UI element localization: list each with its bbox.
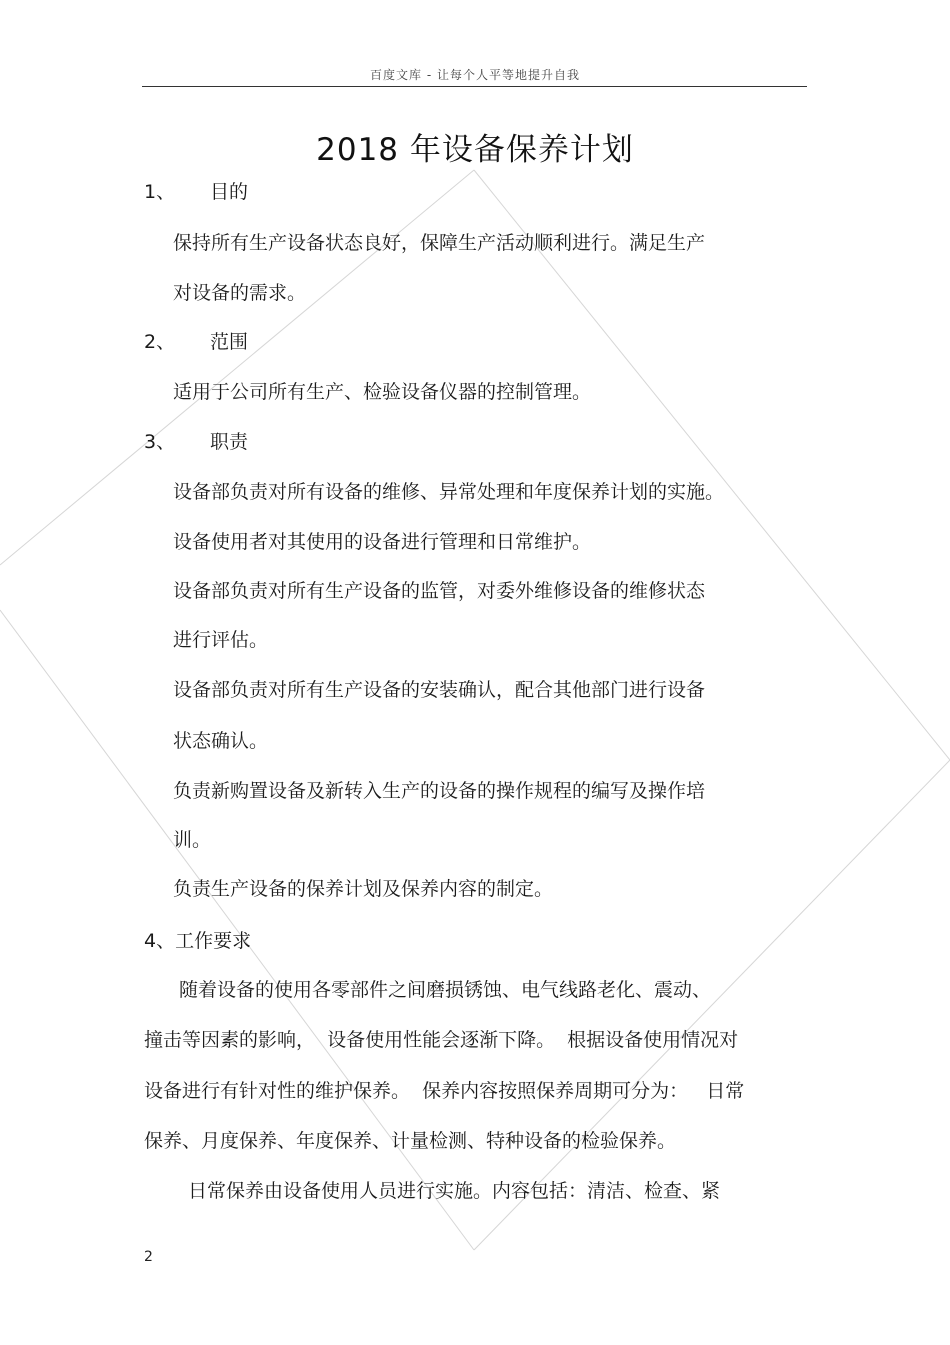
- body-line: 随着设备的使用各零部件之间磨损锈蚀、电气线路老化、震动、: [173, 979, 712, 1001]
- section-4-heading: 4、工作要求: [144, 930, 252, 952]
- body-line: 设备进行有针对性的维护保养。 保养内容按照保养周期可分为： 日常: [144, 1080, 745, 1102]
- body-line: 保持所有生产设备状态良好，保障生产活动顺利进行。满足生产: [173, 232, 706, 254]
- section-3-heading: 职责: [210, 431, 249, 453]
- body-line: 对设备的需求。: [173, 282, 307, 304]
- section-1-number: 1、: [144, 181, 176, 203]
- body-line: 日常保养由设备使用人员进行实施。内容包括：清洁、检查、紧: [188, 1180, 721, 1202]
- body-line: 设备使用者对其使用的设备进行管理和日常维护。: [173, 531, 592, 553]
- body-line: 负责生产设备的保养计划及保养内容的制定。: [173, 878, 554, 900]
- body-line: 撞击等因素的影响， 设备使用性能会逐渐下降。 根据设备使用情况对: [144, 1029, 739, 1051]
- body-line: 适用于公司所有生产、检验设备仪器的控制管理。: [173, 381, 592, 403]
- section-1-heading: 目的: [210, 181, 249, 203]
- section-2-number: 2、: [144, 331, 176, 353]
- body-line: 负责新购置设备及新转入生产的设备的操作规程的编写及操作培: [173, 780, 706, 802]
- page-header: 百度文库 - 让每个人平等地提升自我: [370, 68, 580, 82]
- page-number: 2: [144, 1249, 153, 1265]
- body-line: 进行评估。: [173, 629, 269, 651]
- header-divider: [142, 86, 807, 87]
- section-2-heading: 范围: [210, 331, 249, 353]
- body-line: 设备部负责对所有生产设备的监管，对委外维修设备的维修状态: [173, 580, 706, 602]
- section-3-number: 3、: [144, 431, 176, 453]
- body-line: 设备部负责对所有设备的维修、异常处理和年度保养计划的实施。: [173, 481, 725, 503]
- body-line: 设备部负责对所有生产设备的安装确认，配合其他部门进行设备: [173, 679, 706, 701]
- body-line: 训。: [173, 829, 212, 851]
- document-title: 2018 年设备保养计划: [316, 132, 634, 168]
- body-line: 保养、月度保养、年度保养、计量检测、特种设备的检验保养。: [144, 1130, 677, 1152]
- body-line: 状态确认。: [173, 730, 269, 752]
